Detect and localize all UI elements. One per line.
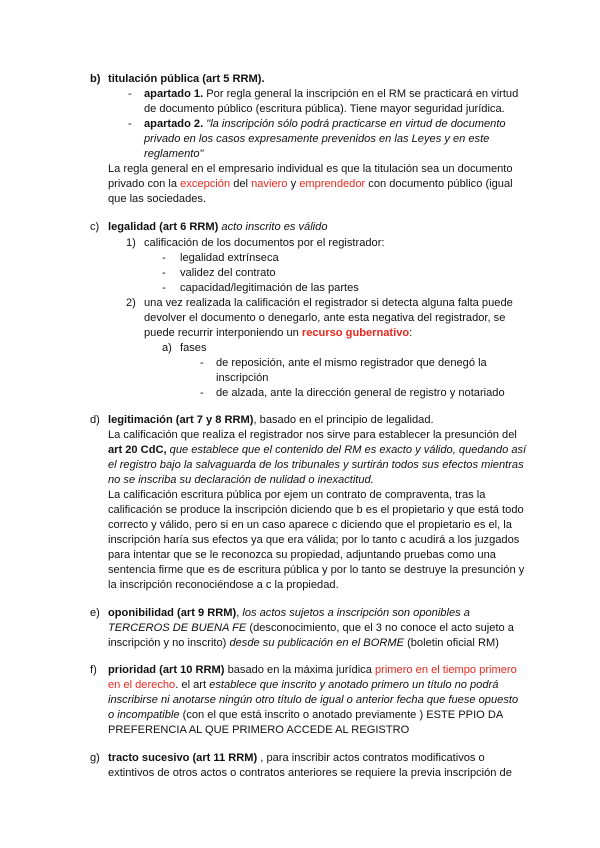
section-f-line-2: en el derecho. el art establece que inscrito y anotado primero un título no podrá <box>108 679 499 691</box>
section-b-marker: b) <box>90 73 101 85</box>
section-g-marker: g) <box>90 752 100 764</box>
section-f-marker: f) <box>90 664 97 676</box>
section-b-paragraph-line-1: La regla general en el empresario individual es que la titulación sea un documento <box>108 163 513 175</box>
section-d-line-8: correcto y válido, pero si en un caso aparece c diciendo que el propietario es el, la <box>108 519 512 531</box>
bullet-dash: - <box>200 357 204 369</box>
fase-alzada: de alzada, ante la dirección general de registro y notariado <box>216 387 505 399</box>
section-f-line-1: prioridad (art 10 RRM) basado en la máxima jurídica primero en el tiempo primero <box>108 664 517 676</box>
calificacion-text: calificación de los documentos por el registrador: <box>144 237 385 249</box>
apartado-2-line-3: reglamento" <box>144 148 204 160</box>
section-c-title: legalidad (art 6 RRM) acto inscrito es válido <box>108 221 328 233</box>
section-f-line-5: PREFERENCIA AL QUE PRIMERO ACCEDE AL REGISTRO <box>108 724 410 736</box>
item-2-line-3: puede recurrir interponiendo un recurso gubernativo: <box>144 327 413 339</box>
item-2-line-1: una vez realizada la calificación el registrador si detecta alguna falta puede <box>144 297 513 309</box>
list-item: validez del contrato <box>180 267 276 279</box>
fase-reposicion-line-2: inscripción <box>216 372 269 384</box>
section-c-marker: c) <box>90 221 100 233</box>
apartado-2-line-2: privado en los casos expresamente prevenidos en las Leyes y en este <box>144 133 490 145</box>
section-d-line-12: la inscripción reconociéndose a c la propiedad. <box>108 579 339 591</box>
bullet-dash: - <box>162 267 166 279</box>
section-f-line-4: o incompatible (con el que está inscrito o anotado previamente ) ESTE PPIO DA <box>108 709 504 721</box>
bullet-dash: - <box>200 387 204 399</box>
letter-marker: a) <box>162 342 172 354</box>
section-g-line-1: tracto sucesivo (art 11 RRM) , para inscribir actos contratos modificativos o <box>108 752 485 764</box>
bullet-dash: - <box>162 282 166 294</box>
section-d-line-3: art 20 CdC, que establece que el contenido del RM es exacto y válido, quedando así <box>108 444 527 456</box>
section-g-line-2: extintivos de otros actos o contratos anteriores se requiere la previa inscripción de <box>108 767 512 779</box>
section-b-paragraph-line-2: privado con la excepción del naviero y emprendedor con documento público (igual <box>108 178 513 190</box>
item-2-line-2: devolver el documento o denegarlo, ante esta negativa del registrador, se <box>144 312 506 324</box>
section-d-line-2: La calificación que realiza el registrador nos sirve para establecer la presunción del <box>108 429 517 441</box>
section-d-line-9: inscripción haría sus efectos ya que era válida; por lo tanto c acudirá a los juzgados <box>108 534 520 546</box>
apartado-2-line-1: apartado 2. "la inscripción sólo podrá practicarse en virtud de documento <box>144 118 506 130</box>
numbered-marker: 1) <box>126 237 136 249</box>
apartado-1-line-2: de documento público (escritura pública). Tiene mayor seguridad jurídica. <box>144 103 505 115</box>
numbered-marker: 2) <box>126 297 136 309</box>
section-d-line-4: el registro bajo la salvaguarda de los tribunales y surtirán todos sus efectos mientras <box>108 459 524 471</box>
section-d-title: legitimación (art 7 y 8 RRM), basado en el principio de legalidad. <box>108 414 434 426</box>
apartado-1-line-1: apartado 1. Por regla general la inscripción en el RM se practicará en virtud <box>144 88 519 100</box>
section-d-line-5: no se inscriba su declaración de nulidad o inexactitud. <box>108 474 374 486</box>
section-e-line-3: inscripción y no inscrito) desde su publicación en el BORME (boletin oficial RM) <box>108 637 499 649</box>
list-item: capacidad/legitimación de las partes <box>180 282 359 294</box>
bullet-dash: - <box>128 118 132 130</box>
section-e-line-1: oponibilidad (art 9 RRM), los actos sujetos a inscripción son oponibles a <box>108 607 470 619</box>
section-b-paragraph-line-3: que las sociedades. <box>108 193 207 205</box>
fase-reposicion-line-1: de reposición, ante el mismo registrador que denegó la <box>216 357 487 369</box>
bullet-dash: - <box>128 88 132 100</box>
section-d-line-11: sentencia firme que es de escritura pública y por lo tanto se destruye la presunción y <box>108 564 525 576</box>
section-e-marker: e) <box>90 607 100 619</box>
bullet-dash: - <box>162 252 166 264</box>
section-b-title: titulación pública (art 5 RRM). <box>108 73 265 85</box>
section-d-line-10: para intentar que se le reconozca su propiedad, adjuntando pruebas como una <box>108 549 496 561</box>
fases-label: fases <box>180 342 207 354</box>
section-f-line-3: inscribirse ni anotarse ningún otro título de igual o anterior fecha que fuese opuesto <box>108 694 519 706</box>
section-e-line-2: TERCEROS DE BUENA FE (desconocimiento, que el 3 no conoce el acto sujeto a <box>108 622 514 634</box>
section-d-marker: d) <box>90 414 100 426</box>
section-d-line-7: calificación se produce la inscripción diciendo que b es el propietario y que está todo <box>108 504 524 516</box>
section-d-line-6: La calificación escritura pública por ejem un contrato de compraventa, tras la <box>108 489 486 501</box>
list-item: legalidad extrínseca <box>180 252 279 264</box>
